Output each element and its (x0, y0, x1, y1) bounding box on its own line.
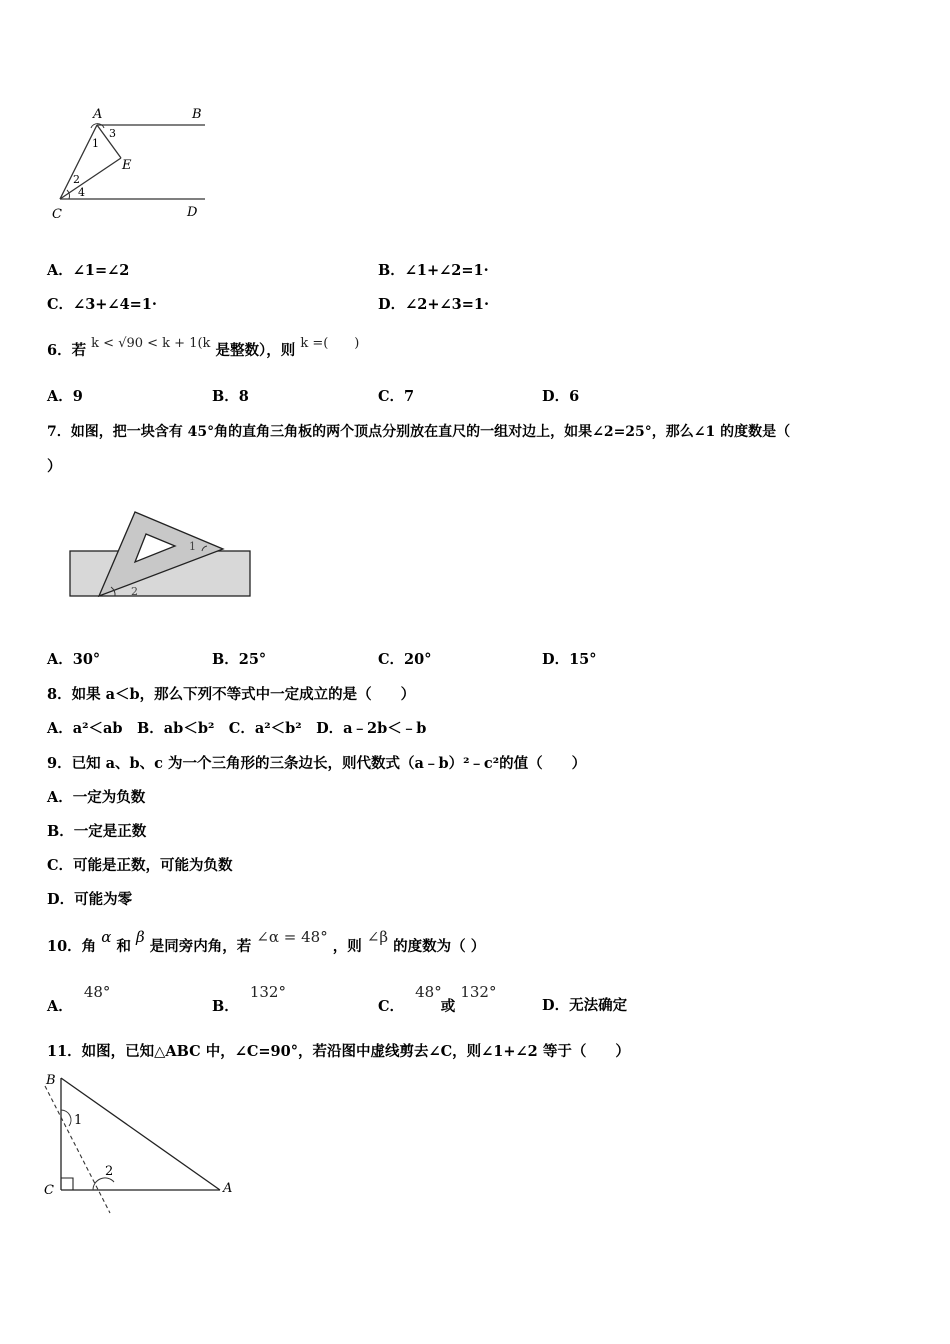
q10-option-a-value: 48° (83, 983, 111, 1001)
q10-stem-end: 的度数为（ ） (393, 938, 486, 955)
q7-option-d[interactable]: D．15° (542, 651, 597, 668)
q6-stem-mid: 是整数），则 (215, 342, 296, 359)
angle-2-label: 2 (73, 173, 80, 186)
q10-option-c-value2: 132° (460, 983, 497, 1001)
label-B: B (46, 1073, 56, 1088)
q9-option-c[interactable]: C．可能是正数，可能为负数 (47, 857, 233, 874)
label-A: A (223, 1181, 233, 1196)
q6-inequality: k < √90 < k + 1(k (91, 336, 211, 351)
label-D: D (187, 205, 198, 220)
q6-option-a[interactable]: A．9 (47, 388, 83, 405)
angle-1-label: 1 (92, 137, 99, 150)
figure-parallel-lines (45, 100, 225, 230)
q10-option-b-value: 132° (249, 983, 286, 1001)
q10-and: 和 (116, 938, 131, 955)
q7-angle-1-label: 1 (189, 540, 196, 553)
q6-blank: k =( ) (300, 336, 360, 351)
q10-option-c-label: C． (378, 998, 405, 1015)
q10-option-c-value1: 48° (415, 983, 442, 1001)
figure-ruler-triangle (65, 505, 260, 605)
q10-option-d[interactable]: D．无法确定 (542, 997, 628, 1014)
q5-option-c[interactable]: C．∠3+∠4=1· (47, 296, 157, 313)
q6-option-b[interactable]: B．8 (212, 388, 249, 405)
q10-stem-mid: 是同旁内角，若 (149, 938, 252, 955)
q6-stem (47, 336, 360, 361)
q9-stem: 9．已知 a、b、c 为一个三角形的三条边长，则代数式（a﹣b）²﹣c²的值（ ） (47, 755, 587, 772)
q10-option-a-label: A． (47, 998, 73, 1015)
q9-option-b[interactable]: B．一定是正数 (47, 823, 147, 840)
q10-option-b[interactable] (212, 983, 286, 1016)
q5-option-d[interactable]: D．∠2+∠3=1· (378, 296, 489, 313)
label-A: A (93, 107, 103, 122)
q9-option-d[interactable]: D．可能为零 (47, 891, 133, 908)
q7-option-a[interactable]: A．30° (47, 651, 101, 668)
q6-option-d[interactable]: D．6 (542, 388, 580, 405)
q7-option-b[interactable]: B．25° (212, 651, 267, 668)
label-C: C (44, 1183, 54, 1198)
q10-beta: β (136, 928, 145, 946)
angle-4-label: 4 (78, 186, 85, 199)
q10-option-a[interactable] (47, 983, 111, 1016)
q10-option-c-or: 或 (440, 998, 456, 1015)
q7-stem-line2: ） (47, 458, 62, 475)
label-E: E (122, 158, 132, 173)
q10-option-b-label: B． (212, 998, 239, 1015)
q6-number: 6．若 (47, 342, 87, 359)
q7-option-c[interactable]: C．20° (378, 651, 432, 668)
q11-stem: 11．如图，已知△ABC 中，∠C=90°，若沿图中虚线剪去∠C，则∠1+∠2 等于（ ） (47, 1043, 630, 1060)
q10-option-c[interactable] (378, 983, 497, 1016)
q9-option-a[interactable]: A．一定为负数 (47, 789, 146, 806)
q8-stem: 8．如果 a＜b，那么下列不等式中一定成立的是（ ） (47, 686, 416, 703)
q5-option-a[interactable]: A．∠1=∠2 (47, 262, 130, 279)
q6-option-c[interactable]: C．7 (378, 388, 415, 405)
label-C: C (52, 207, 62, 222)
q7-stem-line1: 7．如图，把一块含有 45°角的直角三角板的两个顶点分别放在直尺的一组对边上，如果∠2=25°，那么∠1 的度数是（ (47, 424, 791, 440)
angle-2-label: 2 (105, 1164, 114, 1179)
q10-stem (47, 928, 486, 956)
angle-1-label: 1 (74, 1113, 83, 1128)
q8-options[interactable]: A．a²＜ab B．ab＜b² C．a²＜b² D．a﹣2b＜﹣b (47, 720, 427, 737)
q7-angle-2-label: 2 (131, 585, 138, 598)
angle-3-label: 3 (109, 127, 116, 140)
q10-number: 10．角 (47, 938, 97, 955)
q10-condition: ∠α = 48° (256, 928, 328, 946)
label-B: B (192, 107, 202, 122)
q10-alpha: α (101, 928, 112, 946)
q10-stem-mid2: ，则 (332, 938, 362, 955)
q5-option-b[interactable]: B．∠1+∠2=1· (378, 262, 489, 279)
q10-angle-beta: ∠β (366, 928, 389, 946)
figure-right-triangle (38, 1068, 243, 1218)
